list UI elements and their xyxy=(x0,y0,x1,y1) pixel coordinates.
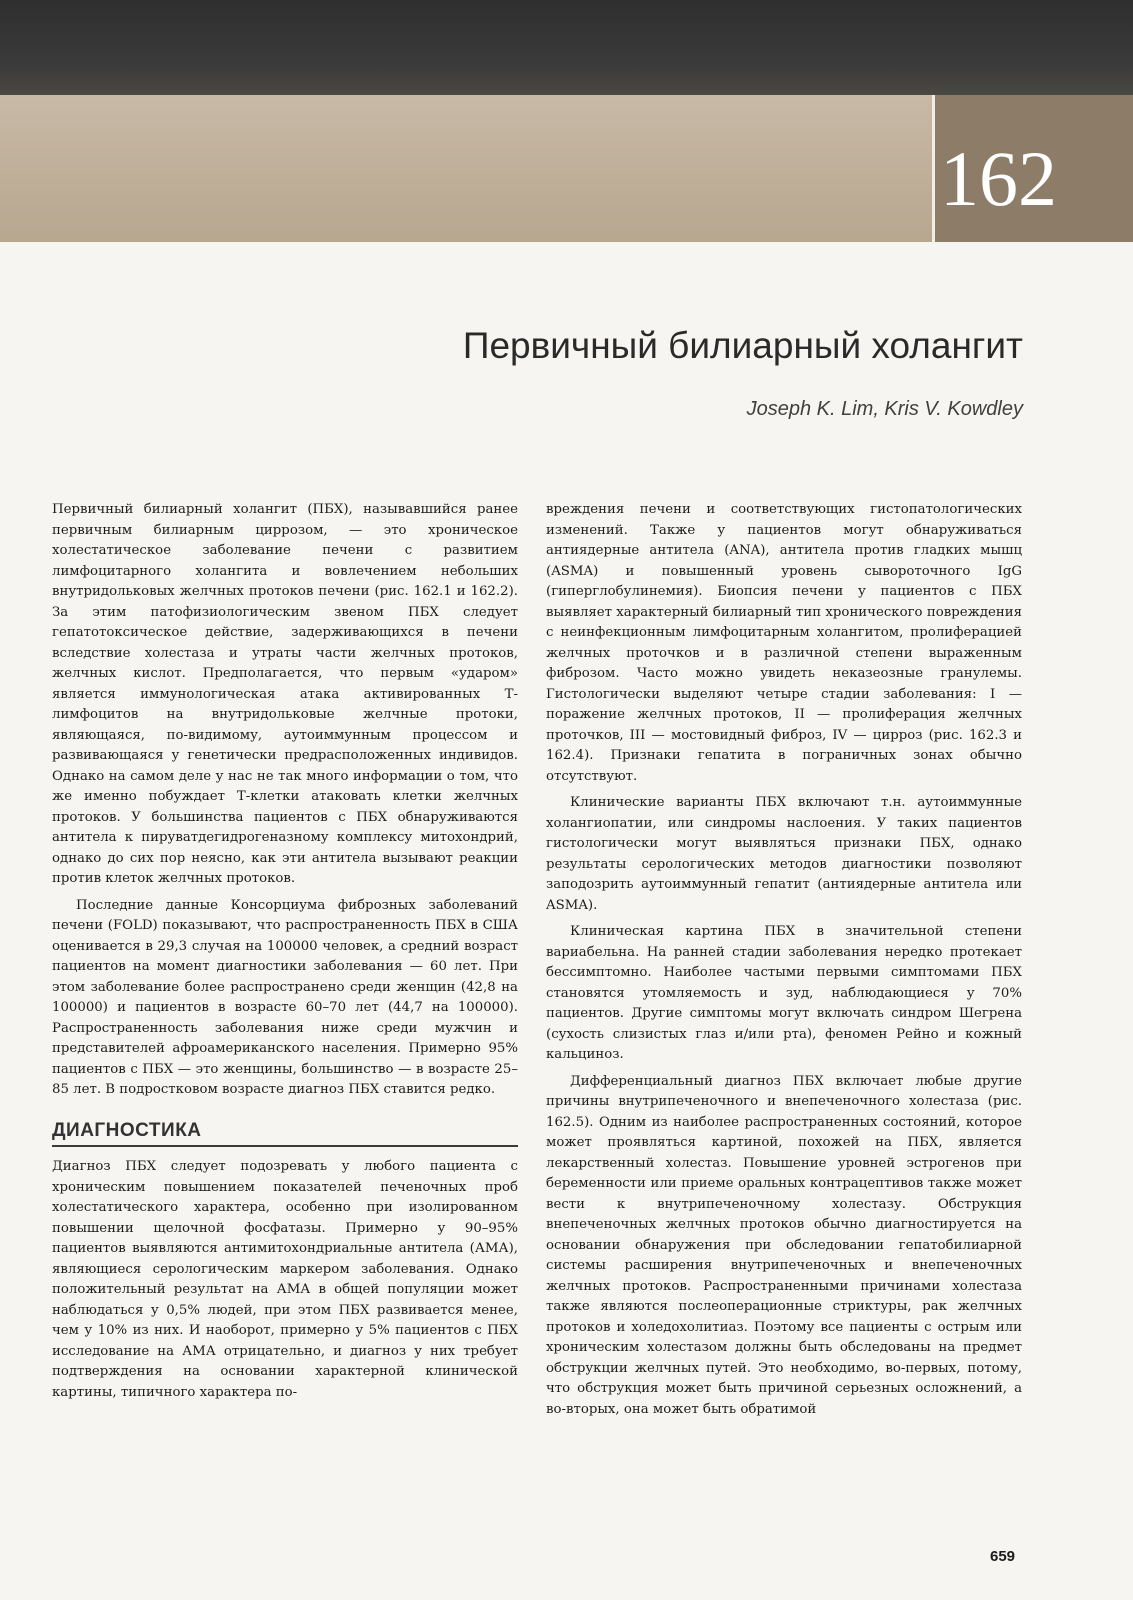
paragraph-clinical-picture: Клиническая картина ПБХ в значительной степени вариабельна. На ранней стадии заболевания нередко протекает бессимптомно. Наиболее частыми первыми симптомами ПБХ становятся утомляемость и зуд, наблюдающиеся у 70% пациентов. Другие симптомы могут включать синдром Шегрена (сухость слизистых глаз и/или рта), феномен Рейно и кожный кальциноз. xyxy=(546,924,1022,1062)
paragraph-diagnosis: Диагноз ПБХ следует подозревать у любого пациента с хроническим повышением показателей печеночных проб холестатического характера, особенно при изолированном повышении щелочной фосфатазы. Примерно у 90–95% пациентов выявляются антимитохондриальные антитела (АМА), являющиеся серологическим маркером заболевания. Однако положительный результат на АМА в общей популяции может наблюдаться у 0,5% людей, при этом ПБХ развивается менее, чем у 10% из них. И наоборот, примерно у 5% пациентов с ПБХ исследование на АМА отрицательно, и диагноз у них требует подтверждения на основании характерной клинической картины, типичного характера по- xyxy=(52,1159,518,1400)
section-heading-diagnostics: ДИАГНОСТИКА xyxy=(52,1121,518,1148)
chapter-authors: Joseph K. Lim, Kris V. Kowdley xyxy=(746,398,1023,420)
top-scan-shadow xyxy=(0,0,1133,95)
left-column xyxy=(52,500,518,1403)
paragraph-epidemiology: Последние данные Консорциума фиброзных заболеваний печени (FOLD) показывают, что распространенность ПБХ в США оценивается в 29,3 случая на 100000 человек, а средний возраст пациентов на момент диагностики заболевания — 60 лет. При этом заболевание более распространено среди женщин (42,8 на 100000) и пациентов в возрасте 60–70 лет (44,7 на 100000). Распространенность заболевания ниже среди мужчин и представителей афроамериканского населения. Примерно 95% пациентов с ПБХ — это женщины, большинство — в возрасте 25–85 лет. В подростковом возрасте диагноз ПБХ ставится редко. xyxy=(52,897,518,1097)
paragraph-histology: вреждения печени и соответствующих гистопатологических изменений. Также у пациентов могут обнаруживаться антиядерные антитела (ANA), антитела против гладких мышц (ASMA) и повышенный уровень сывороточного IgG (гиперглобулинемия). Биопсия печени у пациентов с ПБХ выявляет характерный билиарный тип хронического повреждения с неинфекционным лимфоцитарным холангитом, пролиферацией желчных проточков и в различной степени выраженным фиброзом. Часто можно увидеть неказеозные гранулемы. Гистологически выделяют четыре стадии заболевания: I — поражение желчных протоков, II — пролиферация желчных проточков, III — мостовидный фиброз, IV — цирроз (рис. 162.3 и 162.4). Признаки гепатита в пограничных зонах обычно отсутствуют. xyxy=(546,502,1022,784)
paragraph-clinical-variants: Клинические варианты ПБХ включают т.н. аутоиммунные холангиопатии, или синдромы наслоения. У таких пациентов гистологически могут выявляться признаки ПБХ, однако результаты серологических методов диагностики позволяют заподозрить аутоиммунный гепатит (антиядерные антитела или ASMA). xyxy=(546,795,1022,913)
chapter-title: Первичный билиарный холангит xyxy=(462,325,1023,366)
page-number: 659 xyxy=(990,1548,1016,1565)
paragraph-intro: Первичный билиарный холангит (ПБХ), называвшийся ранее первичным билиарным циррозом, — это хроническое холестатическое заболевание печени с развитием лимфоцитарного холангита и вовлечением небольших внутридольковых желчных протоков печени (рис. 162.1 и 162.2). За этим патофизиологическим звеном ПБХ следует гепатотоксическое действие, задерживающихся в печени вследствие холестаза и утраты части желчных протоков, желчных кислот. Предполагается, что первым «ударом» является иммунологическая атака активированных Т-лимфоцитов на внутридольковые желчные протоки, являющаяся, по-видимому, аутоиммунным процессом и развивающаяся у генетически предрасположенных индивидов. Однако на самом деле у нас не так много информации о том, что же именно побуждает Т-клетки атаковать клетки желчных протоков. У большинства пациентов с ПБХ обнаруживаются антитела к пируватдегидрогеназному комплексу митохондрий, однако до сих пор неясно, как эти антитела вызывают реакции против клеток желчных протоков. xyxy=(52,502,518,886)
paragraph-differential-diagnosis: Дифференциальный диагноз ПБХ включает любые другие причины внутрипеченочного и внепеченочного холестаза (рис. 162.5). Одним из наиболее распространенных состояний, которое может проявляться картиной, похожей на ПБХ, является лекарственный холестаз. Повышение уровней эстрогенов при беременности или приеме оральных контрацептивов также может вести к внутрипеченочному холестазу. Обструкция внепеченочных желчных протоков обычно диагностируется на основании обнаружения при обследовании гепатобилиарной системы расширения внутрипеченочных и внепеченочных желчных протоков. Распространенными причинами холестаза также являются послеоперационные стриктуры, рак желчных протоков и холедохолитиаз. Поэтому все пациенты с острым или хроническим холестазом должны быть обследованы на предмет обструкции желчных путей. Это необходимо, во-первых, потому, что обструкция может быть причиной серьезных осложнений, а во-вторых, она может быть обратимой xyxy=(546,1073,1022,1417)
chapter-number: 162 xyxy=(940,135,1057,222)
right-column xyxy=(546,500,1022,1420)
